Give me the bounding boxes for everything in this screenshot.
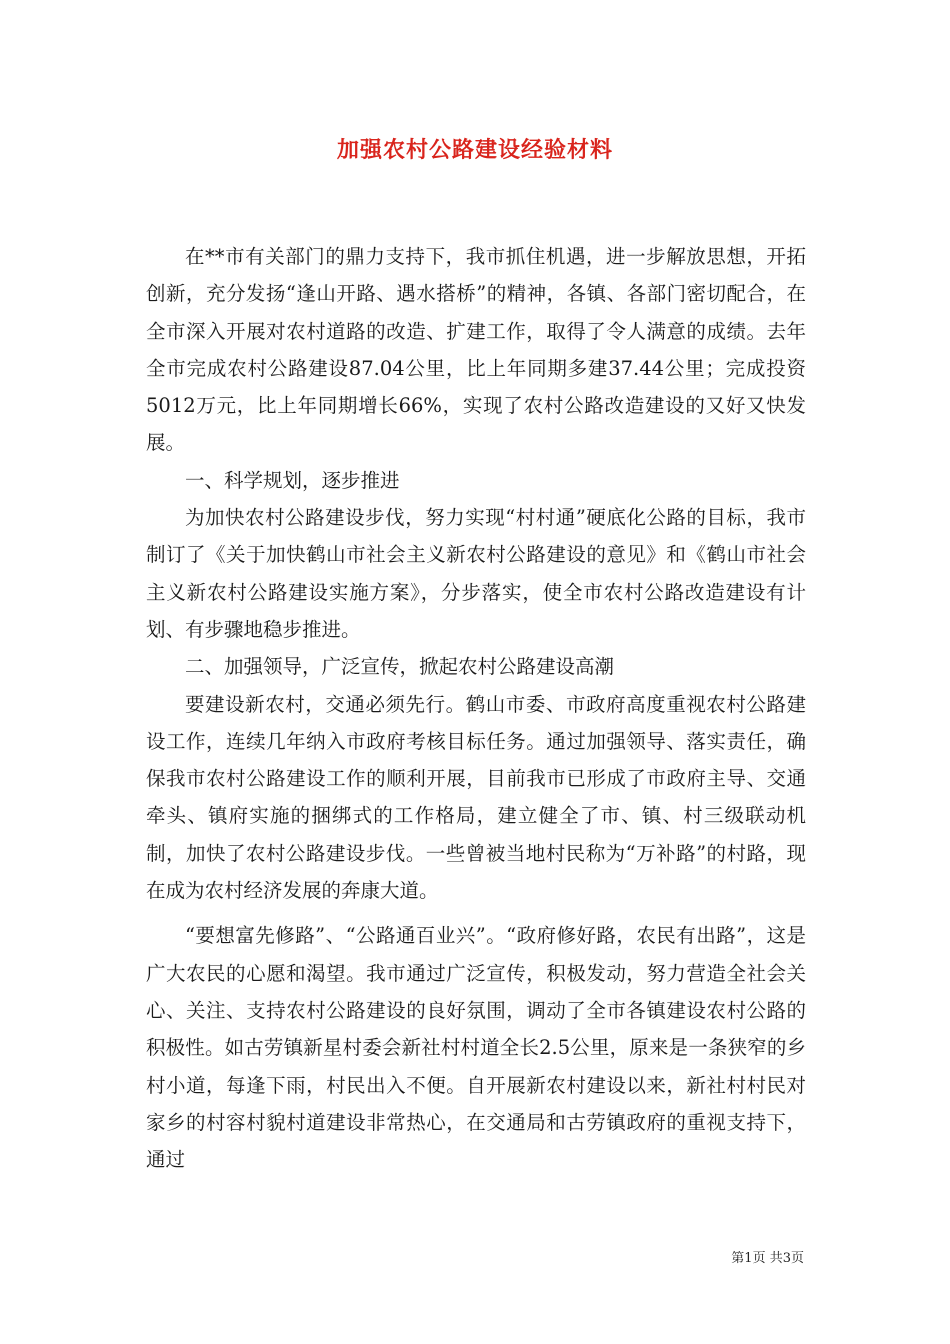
- footer-middle: 页 共: [752, 1251, 783, 1266]
- document-body: [146, 238, 806, 1178]
- page-number-footer: [731, 1247, 804, 1266]
- paragraph-intro: 在**市有关部门的鼎力支持下，我市抓住机遇，进一步解放思想，开拓创新，充分发扬“逢山开路、遇水搭桥”的精神，各镇、各部门密切配合，在全市深入开展对农村道路的改造、扩建工作，取得了令人满意的成绩。去年全市完成农村公路建设87.04公里，比上年同期多建37.44公里；完成投资5012万元，比上年同期增长66%，实现了农村公路改造建设的又好又快发展。: [146, 245, 806, 455]
- section-heading-1: 一、科学规划，逐步推进: [185, 468, 400, 492]
- section-heading-2: 二、加强领导，广泛宣传，掀起农村公路建设高潮: [185, 655, 615, 679]
- footer-current-page: 1: [744, 1251, 753, 1266]
- document-title: 加强农村公路建设经验材料: [336, 137, 613, 163]
- footer-prefix: 第: [731, 1251, 745, 1266]
- footer-suffix: 页: [790, 1251, 804, 1266]
- paragraph-publicity: “要想富先修路”、“公路通百业兴”。“政府修好路，农民有出路”，这是广大农民的心愿和渴望。我市通过广泛宣传，积极发动，努力营造全社会关心、关注、支持农村公路建设的良好氛围，调动了全市各镇建设农村公路的积极性。如古劳镇新星村委会新社村村道全长2.5公里，原来是一条狭窄的乡村小道，每逢下雨，村民出入不便。自开展新农村建设以来，新社村村民对家乡的村容村貌村道建设非常热心，在交通局和古劳镇政府的重视支持下，通过: [146, 924, 806, 1172]
- footer-total-pages: 3: [782, 1251, 791, 1266]
- paragraph-leadership: 要建设新农村，交通必须先行。鹤山市委、市政府高度重视农村公路建设工作，连续几年纳入市政府考核目标任务。通过加强领导、落实责任，确保我市农村公路建设工作的顺利开展，目前我市已形成了市政府主导、交通牵头、镇府实施的捆绑式的工作格局，建立健全了市、镇、村三级联动机制，加快了农村公路建设步伐。一些曾被当地村民称为“万补路”的村路，现在成为农村经济发展的奔康大道。: [146, 692, 806, 903]
- paragraph-planning: 为加快农村公路建设步伐，努力实现“村村通”硬底化公路的目标，我市制订了《关于加快鹤山市社会主义新农村公路建设的意见》和《鹤山市社会主义新农村公路建设实施方案》，分步落实，使全市农村公路改造建设有计划、有步骤地稳步推进。: [146, 506, 806, 641]
